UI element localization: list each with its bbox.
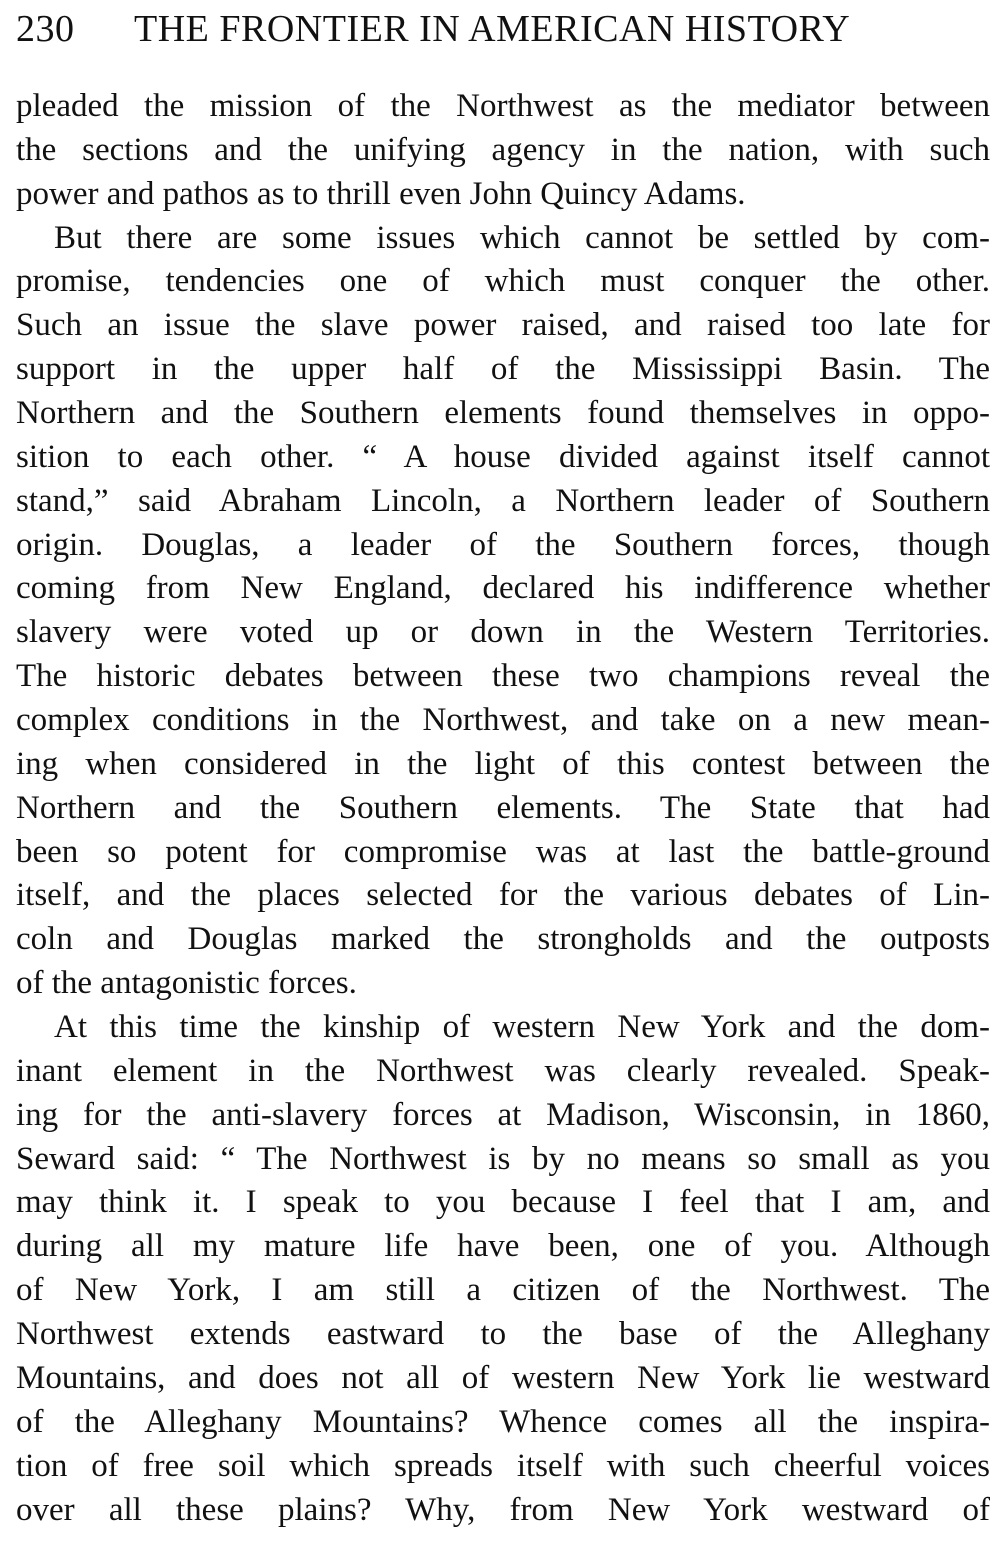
text-line: promise, tendencies one of which must conquer the other. <box>16 263 990 300</box>
page-number: 230 <box>16 8 75 50</box>
text-line: of the Alleghany Mountains? Whence comes all the inspira- <box>16 1403 990 1440</box>
text-line: ing when considered in the light of this contest between the <box>16 745 990 782</box>
book-page <box>16 0 990 1532</box>
text-line: origin. Douglas, a leader of the Southern forces, though <box>16 526 990 563</box>
text-line: may think it. I speak to you because I feel that I am, and <box>16 1184 990 1221</box>
text-line: At this time the kinship of western New York and the dom- <box>54 1009 990 1046</box>
text-line: ing for the anti-slavery forces at Madison, Wisconsin, in 1860, <box>16 1096 990 1133</box>
text-line: tion of free soil which spreads itself with such cheerful voices <box>16 1447 990 1484</box>
text-line: the sections and the unifying agency in the nation, with such <box>16 131 990 168</box>
text-line: But there are some issues which cannot be settled by com- <box>54 219 990 256</box>
text-line: complex conditions in the Northwest, and take on a new mean- <box>16 702 990 739</box>
book-title: THE FRONTIER IN AMERICAN HISTORY <box>134 8 851 50</box>
text-line: of New York, I am still a citizen of the Northwest. The <box>16 1272 990 1309</box>
text-line: The historic debates between these two champions reveal the <box>16 658 990 695</box>
text-line: over all these plains? Why, from New York westward of <box>16 1491 990 1528</box>
text-line: Northwest extends eastward to the base of the Alleghany <box>16 1316 990 1353</box>
text-line: Northern and the Southern elements. The State that had <box>16 789 990 826</box>
text-line: itself, and the places selected for the various debates of Lin- <box>16 877 990 914</box>
text-line: of the antagonistic forces. <box>16 965 357 1002</box>
text-line: coln and Douglas marked the strongholds and the outposts <box>16 921 990 958</box>
text-line: during all my mature life have been, one of you. Although <box>16 1228 990 1265</box>
running-head <box>16 0 990 85</box>
text-line: Mountains, and does not all of western New York lie westward <box>16 1359 990 1396</box>
text-line: pleaded the mission of the Northwest as the mediator between <box>16 88 990 124</box>
text-line: power and pathos as to thrill even John Quincy Adams. <box>16 175 746 212</box>
paragraph-1 <box>16 85 990 217</box>
text-line: Such an issue the slave power raised, and raised too late for <box>16 307 990 344</box>
text-line: Northern and the Southern elements found themselves in oppo- <box>16 395 990 432</box>
text-line: stand,” said Abraham Lincoln, a Northern leader of Southern <box>16 482 990 519</box>
text-line: inant element in the Northwest was clearly revealed. Speak- <box>16 1052 990 1089</box>
text-line: Seward said: “ The Northwest is by no means so small as you <box>16 1140 990 1177</box>
text-line: coming from New England, declared his indifference whether <box>16 570 990 607</box>
text-line: slavery were voted up or down in the Western Territories. <box>16 614 990 651</box>
paragraph-2 <box>16 217 990 1006</box>
paragraph-3 <box>16 1006 990 1532</box>
text-line: sition to each other. “ A house divided against itself cannot <box>16 438 990 475</box>
text-line: been so potent for compromise was at last the battle-ground <box>16 833 990 870</box>
text-line: support in the upper half of the Mississippi Basin. The <box>16 351 990 388</box>
